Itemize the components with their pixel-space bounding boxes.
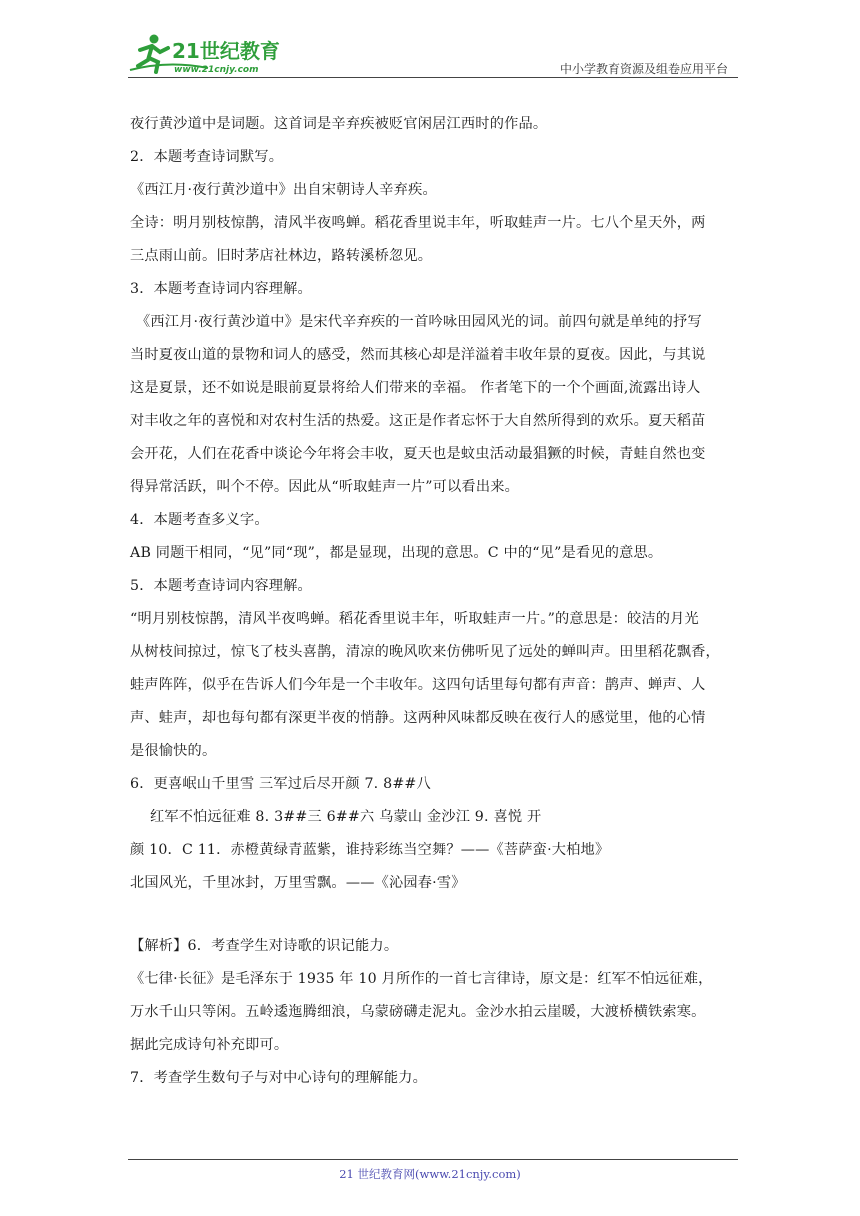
question-heading: 5．本题考查诗词内容理解。 [130,578,312,594]
text-line: 全诗：明月别枝惊鹊，清风半夜鸣蝉。稻花香里说丰年，听取蛙声一片。七八个星天外，两 [130,215,706,231]
answer-line: 红军不怕远征难 8. 3##三 6##六 乌蒙山 金沙江 9. 喜悦 开 [150,809,542,825]
text-line: 三点雨山前。旧时茅店社林边，路转溪桥忽见。 [130,248,433,264]
spacer [130,900,735,930]
answer-line: 北国风光，千里冰封，万里雪飘。——《沁园春·雪》 [130,875,466,891]
footer-link[interactable]: 21 世纪教育网(www.21cnjy.com) [339,1167,521,1181]
text-line: 从树枝间掠过，惊飞了枝头喜鹊，清凉的晚风吹来仿佛听见了远处的蝉叫声。田里稻花飘香， [130,644,720,660]
text-line: 当时夏夜山道的景物和词人的感受，然而其核心却是洋溢着丰收年景的夏夜。因此，与其说 [130,347,706,363]
logo-figure-icon [128,30,298,76]
text-line: 得异常活跃，叫个不停。因此从“听取蛙声一片”可以看出来。 [130,479,519,495]
footer-divider [128,1159,738,1160]
logo-text: 21世纪教育 [172,39,280,63]
text-line: 万水千山只等闲。五岭逶迤腾细浪，乌蒙磅礴走泥丸。金沙水拍云崖暖，大渡桥横铁索寒。 [130,1004,706,1020]
text-line: 这是夏景，还不如说是眼前夏景将给人们带来的幸福。 作者笔下的一个个画面,流露出诗人 [130,380,701,396]
logo-url: www.21cnjy.com [174,65,259,75]
header-divider [128,77,738,78]
question-heading: 2．本题考查诗词默写。 [130,149,284,165]
analysis-heading: 【解析】6．考查学生对诗歌的识记能力。 [130,938,399,954]
question-heading: 3．本题考查诗词内容理解。 [130,281,312,297]
text-line: 会开花，人们在花香中谈论今年将会丰收，夏天也是蚊虫活动最猖獗的时候，青蛙自然也变 [130,446,706,462]
text-line: 是很愉快的。 [130,743,217,759]
answer-line: 6．更喜岷山千里雪 三军过后尽开颜 7. 8##八 [130,776,431,792]
question-heading: 7．考查学生数句子与对中心诗句的理解能力。 [130,1070,427,1086]
text-line: 《西江月·夜行黄沙道中》是宋代辛弃疾的一首吟咏田园风光的词。前四句就是单纯的抒写 [136,314,702,330]
text-line: 《七律·长征》是毛泽东于 1935 年 10 月所作的一首七言律诗，原文是：红军不怕远征难， [130,971,713,987]
text-line: AB 同题干相同，“见”同“现”，都是显现，出现的意思。C 中的“见”是看见的意思。 [130,545,663,561]
text-line: 蛙声阵阵，似乎在告诉人们今年是一个丰收年。这四句话里每句都有声音：鹊声、蝉声、人 [130,677,706,693]
platform-name: 中小学教育资源及组卷应用平台 [559,62,728,76]
text-line: “明月别枝惊鹊，清风半夜鸣蝉。稻花香里说丰年，听取蛙声一片。”的意思是：皎洁的月光 [130,611,699,627]
text-line: 声、蛙声，却也每句都有深更半夜的悄静。这两种风味都反映在夜行人的感觉里，他的心情 [130,710,706,726]
text-line: 据此完成诗句补充即可。 [130,1037,289,1053]
answer-line: 颜 10．C 11．赤橙黄绿青蓝紫，谁持彩练当空舞？——《菩萨蛮·大柏地》 [130,842,610,858]
text-line: 夜行黄沙道中是词题。这首词是辛弃疾被贬官闲居江西时的作品。 [130,116,548,132]
logo [128,30,298,76]
text-line: 对丰收之年的喜悦和对农村生活的热爱。这正是作者忘怀于大自然所得到的欢乐。夏天稻苗 [130,413,706,429]
page-header [128,30,738,78]
text-line: 《西江月·夜行黄沙道中》出自宋朝诗人辛弃疾。 [130,182,437,198]
question-heading: 4．本题考查多义字。 [130,512,269,528]
document-body [130,108,735,1095]
